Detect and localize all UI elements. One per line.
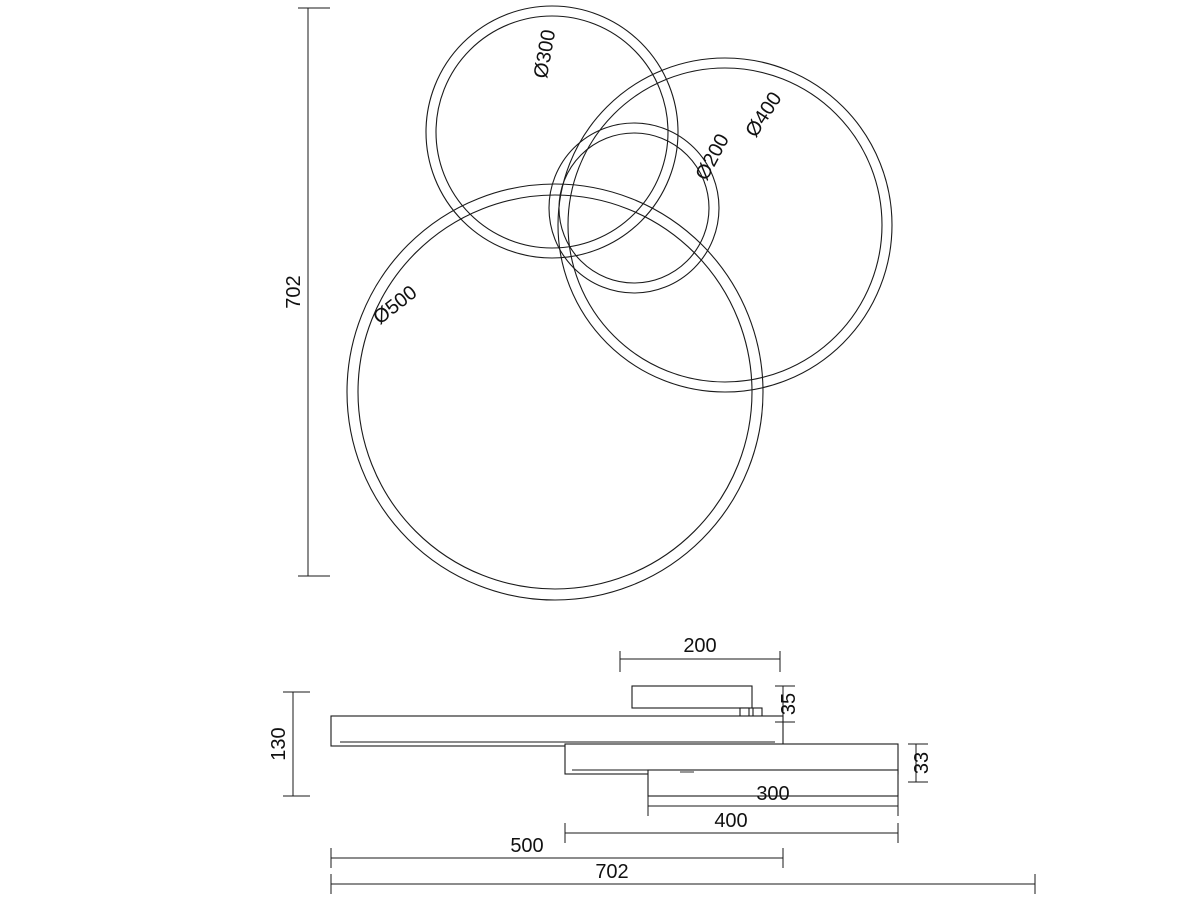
top-view: [283, 6, 892, 600]
ring-400-label: Ø400: [741, 88, 787, 142]
ring-500: [347, 184, 763, 600]
ring-300-label: Ø300: [530, 27, 561, 80]
dim-33: [908, 744, 933, 782]
dim-702-side: [331, 861, 1035, 894]
dim-500: [331, 835, 783, 868]
canopy-bar: [632, 686, 752, 708]
bar-500: [331, 716, 783, 746]
side-view: [268, 635, 1035, 894]
dim-400-label: 400: [714, 810, 748, 832]
dim-130-label: 130: [268, 727, 290, 761]
dim-702-top: [283, 8, 330, 576]
dim-702-top-label: 702: [283, 275, 305, 309]
ring-200: [549, 123, 719, 293]
dim-400: [565, 810, 898, 843]
dim-200: [620, 635, 780, 672]
ring-400: [558, 58, 892, 392]
dim-702-side-label: 702: [595, 861, 629, 883]
ring-200-label: Ø200: [691, 130, 734, 184]
dim-35-label: 35: [778, 692, 800, 716]
dim-33-label: 33: [911, 751, 933, 775]
dim-130: [268, 692, 310, 796]
dim-200-label: 200: [683, 635, 717, 657]
ring-500-label: Ø500: [369, 281, 422, 330]
dim-300-label: 300: [756, 783, 790, 805]
dim-500-label: 500: [510, 835, 544, 857]
